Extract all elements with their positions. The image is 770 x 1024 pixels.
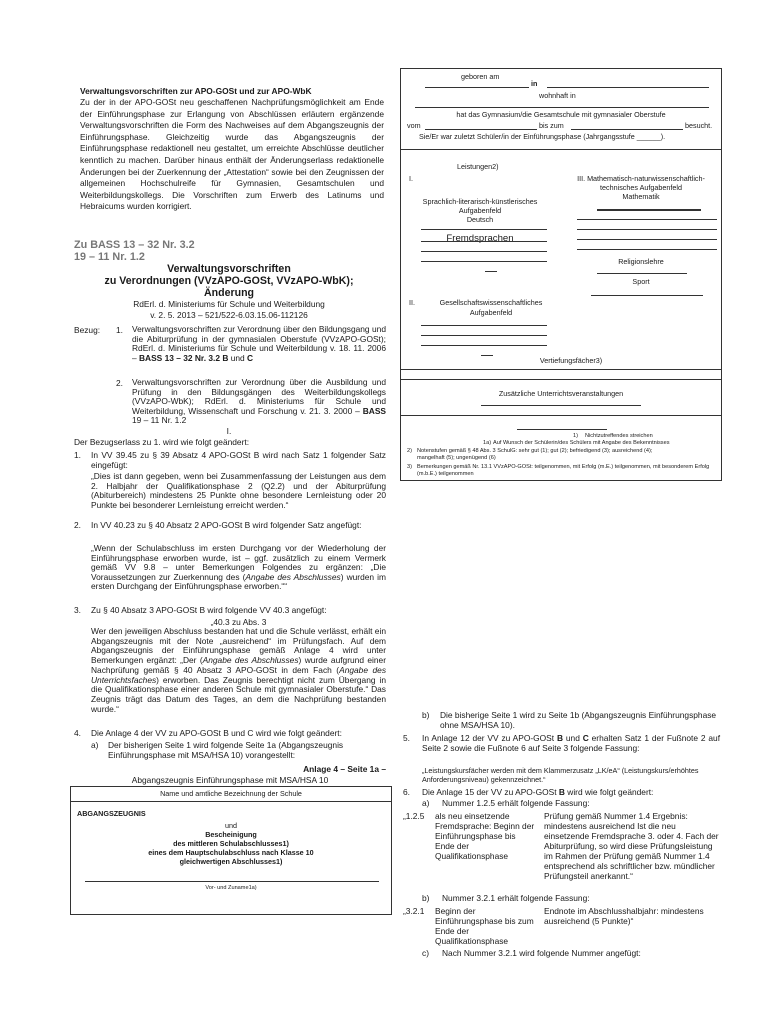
footnote-3-mark: 3) xyxy=(407,464,412,470)
math-grade-line xyxy=(597,209,701,211)
until-label: bis zum xyxy=(539,121,564,130)
item-6c-text: Nach Nummer 3.2.1 wird folgende Nummer angefügt: xyxy=(442,948,641,958)
form-line-equivalent: gleichwertigen Abschlusses1) xyxy=(179,857,283,866)
form-bescheinigung: Bescheinigung xyxy=(205,830,257,839)
intro-body: Zu der in der APO-GOSt neu geschaffenen Nachprüfungsmöglichkeit am Ende der Einführungsphase zur Erlangung von Abschlüssen erläutern ergänzende Verwaltungsvorschriften die Form des Nachweises auf dem Abgangszeugnis der Einführungsphase. Gleichzeitig wurde das Abgangszeugnis der Einführungsphase redaktionell neu gestaltet, um erreichte Abschlüsse deutlicher kenntlich zu machen. Darüber hinaus enthält der Änderungserlass redaktionelle Änderungen bei der Zuerkennung der „Attestation“ sowie bei den Zeugnissen der allgemeinen Hochschulreife für Gymnasien, Gesamtschulen und Weiterbildungskollegs. Die Vorschriften zum Erwerb des Latinums und Hebraicums wurden korrigiert. xyxy=(80,97,384,212)
footnote-rule xyxy=(517,429,607,430)
form-und: und xyxy=(225,821,237,830)
roman-numeral-1: I. xyxy=(226,426,232,436)
form-title: ABGANGSZEUGNIS xyxy=(77,809,146,818)
religion-grade-line xyxy=(597,273,687,274)
footnote-1: Nichtzutreffendes streichen xyxy=(585,433,653,439)
item-3-body: Wer den jeweiligen Abschluss bestanden hat und die Schule verlässt, erhält ein Abgangszeugnis mit der Note „ausreichend“ im Prüfungsfach. Auf dem Abgangszeugnis der Einführungsphase gemäß Anlage 4 wird unter Bemerkungen ergänzt: „Der (Angabe des Abschlusses) wurde aufgrund einer Nachprüfung gemäß § 40 Absatz 3 APO-GOSt in dem Fach (Angabe des Unterrichtsfaches) erworben. Das Zeugnis berechtigt nicht zum Übergang in die Qualifikationsphase einer anderen Schule mit gymnasialer Oberstufe.“ Das Zeugnis trägt das Datum des Tages, an dem die Nachprüfung bestanden wurde.“ xyxy=(91,626,387,714)
subject-foreign-languages: Fremdsprachen xyxy=(446,233,514,244)
grades-heading: Leistungen2) xyxy=(457,162,499,171)
name-field-label: Vor- und Zuname1a) xyxy=(205,885,257,891)
fl-line-short xyxy=(485,271,497,272)
field-1-title-2: Aufgabenfeld xyxy=(458,206,502,215)
footnote-2: Notenstufen gemäß § 48 Abs. 3 SchulG: sehr gut (1); gut (2); befriedigend (3); ausreichend (4); mangelhaft (5); ungenügend (6) xyxy=(417,448,653,461)
additional-line-2 xyxy=(401,415,721,416)
resident-label: wohnhaft in xyxy=(539,91,576,100)
rderl-line-2: v. 2. 5. 2013 – 521/522-6.03.15.06-112126 xyxy=(150,310,308,320)
bezug-1-text: Verwaltungsvorschriften zur Verordnung über den Bildungsgang und die Abiturprüfung in der gymnasialen Oberstufe (VVzAPO-GOSt); RdErl. d. Ministeriums für Schule und Weiterbildung v. 18. 11. 2006 – BASS 13 – 32 Nr. 3.2 B und C xyxy=(132,324,386,363)
field-2-numeral: II. xyxy=(409,298,415,307)
heading-line-3: Änderung xyxy=(203,287,255,299)
fl-line-2 xyxy=(421,251,547,252)
item-1-number: 1. xyxy=(74,450,81,460)
form-line-msa: des mittleren Schulabschlusses1) xyxy=(173,839,289,848)
item-4b-number: b) xyxy=(422,710,430,720)
bezug-1-number: 1. xyxy=(116,325,123,335)
subject-math: Mathematik xyxy=(622,192,660,201)
table-2-requirement: Endnote im Abschlusshalbjahr: mindestens ausreichend (5 Punkte)“ xyxy=(544,906,704,926)
item-4a-text: Der bisherigen Seite 1 wird folgende Seite 1a (Abgangszeugnis Einführungsphase mit MSA/HSA 10) vorangestellt: xyxy=(108,740,344,761)
subject-german: Deutsch xyxy=(466,215,494,224)
item-6c-number: c) xyxy=(422,948,429,958)
mint-line-2 xyxy=(577,229,717,230)
item-2-quote: „Wenn der Schulabschluss im ersten Durchgang vor der Wiederholung der Einführungsphase erworben wurde, ist – ggf. zusätzlich zu einem Vermerk gemäß VV 9.8 – unter Bemerkungen Folgendes zu ergänzen: „Die Voraussetzungen zur Zuerkennung des (Angabe des Abschlusses) wurden im ersten Durchgang der Einführungsphase erworben.““ xyxy=(91,543,386,592)
divider-1 xyxy=(401,149,721,150)
heading-line-1: Verwaltungsvorschriften xyxy=(167,263,291,275)
bezug-2-number: 2. xyxy=(116,378,123,388)
table-1-number: „1.2.5 xyxy=(403,811,425,821)
item-6a-number: a) xyxy=(422,798,430,808)
footnote-1a: Auf Wunsch der Schülerin/des Schülers mit Angabe des Bekenntnisses xyxy=(493,440,670,446)
mint-line-4 xyxy=(577,249,717,250)
additional-courses-label: Zusätzliche Unterrichtsveranstaltungen xyxy=(498,389,624,398)
item-1-text: In VV 39.45 zu § 39 Absatz 4 APO-GOSt B wird nach Satz 1 folgender Satz eingefügt: xyxy=(91,450,386,471)
field-3-title-1: III. Mathematisch-naturwissenschaftlich- xyxy=(577,174,705,183)
deepening-line-2 xyxy=(401,379,721,380)
table-1-requirement: Prüfung gemäß Nummer 1.4 Ergebnis: mindestens ausreichend Ist die neu einsetzende Fremdsprache 3. oder 4. Fach der Abiturprüfung, so wird diese Prüfungsleistung im Rahmen der Prüfung gemäß Nummer 1.4 entsprechend als schriftlicher bzw. mündlicher Prüfungsteil anerkannt.“ xyxy=(544,811,719,881)
item-6-text: Die Anlage 15 der VV zu APO-GOSt B wird wie folgt geändert: xyxy=(422,787,654,797)
sport-grade-line xyxy=(591,295,703,296)
item-6-number: 6. xyxy=(403,787,410,797)
social-line-2 xyxy=(421,335,547,336)
bass-reference-1: Zu BASS 13 – 32 Nr. 3.2 xyxy=(74,239,195,251)
last-grade-text: Sie/Er war zuletzt Schüler/in der Einführungsphase (Jahrgangsstufe ______). xyxy=(419,132,666,141)
subject-sport: Sport xyxy=(632,277,650,286)
item-6b-text: Nummer 3.2.1 erhält folgende Fassung: xyxy=(442,893,590,903)
table-1-condition: als neu einsetzende Fremdsprache: Beginn der Einführungsphase bis Ende der Qualifikationsphase xyxy=(435,811,535,861)
additional-line-1 xyxy=(481,405,641,406)
footnote-2-mark: 2) xyxy=(407,448,412,454)
item-3-text: Zu § 40 Absatz 3 APO-GOSt B wird folgende VV 40.3 angefügt: xyxy=(91,605,327,615)
table-2-number: „3.2.1 xyxy=(403,906,425,916)
item-4-number: 4. xyxy=(74,728,81,738)
certificate-form-front xyxy=(70,786,392,915)
item-5-quote: „Leistungskursfächer werden mit dem Klammerzusatz „LK/eA“ (Leistungskurs/erhöhtes Anforderungsniveau) gekennzeichnet.“ xyxy=(422,766,699,785)
from-label: vom xyxy=(407,121,421,130)
item-2-text: In VV 40.23 zu § 40 Absatz 2 APO-GOSt B wird folgender Satz angefügt: xyxy=(91,520,362,530)
table-2-condition: Beginn der Einführungsphase bis zum Ende der Qualifikationsphase xyxy=(435,906,534,946)
born-date-line xyxy=(425,87,529,88)
fl-line-3 xyxy=(421,261,547,262)
deepening-subjects-label: Vertiefungsfächer3) xyxy=(539,356,603,365)
social-line-1 xyxy=(421,325,547,326)
born-place-line xyxy=(547,87,709,88)
school-name-line xyxy=(71,801,391,802)
heading-line-2: zu Verordnungen (VVzAPO-GOSt, VVzAPO-WbK); xyxy=(104,275,354,287)
field-1-numeral: I. xyxy=(409,174,413,183)
item-4b-text: Die bisherige Seite 1 wird zu Seite 1b (Abgangszeugnis Einführungsphase ohne MSA/HSA 10). xyxy=(440,710,717,731)
school-attended-text: hat das Gymnasium/die Gesamtschule mit gymnasialer Oberstufe xyxy=(456,110,666,119)
anlage-label: Anlage 4 – Seite 1a – xyxy=(303,764,386,774)
item-6a-text: Nummer 1.2.5 erhält folgende Fassung: xyxy=(442,798,590,808)
item-5-number: 5. xyxy=(403,733,410,743)
rderl-line-1: RdErl. d. Ministeriums für Schule und Weiterbildung xyxy=(133,299,325,309)
item-5-text: In Anlage 12 der VV zu APO-GOSt B und C erhalten Satz 1 der Fußnote 2 auf Seite 2 sowie die Fußnote 6 auf Seite 3 folgende Fassung: xyxy=(422,733,721,754)
field-3-title-2: technisches Aufgabenfeld xyxy=(600,183,682,192)
subject-religion: Religionslehre xyxy=(618,257,664,266)
german-grade-line xyxy=(421,229,547,230)
mint-line-1 xyxy=(577,219,717,220)
item-2-number: 2. xyxy=(74,520,81,530)
item-4-text: Die Anlage 4 der VV zu APO-GOSt B und C wird wie folgt geändert: xyxy=(91,728,342,738)
bezug-label: Bezug: xyxy=(74,325,101,335)
footnote-1a-mark: 1a) xyxy=(483,440,492,446)
footnote-1-mark: 1) xyxy=(573,433,578,439)
field-2-title-1: Gesellschaftswissenschaftliches xyxy=(439,298,543,307)
attended-label: besucht. xyxy=(685,121,713,130)
field-2-title-2: Aufgabenfeld xyxy=(469,308,513,317)
certificate-form-back xyxy=(400,68,722,481)
fl-line-1 xyxy=(421,241,547,242)
item-4a-number: a) xyxy=(91,740,99,750)
item-3-number: 3. xyxy=(74,605,81,615)
anlage-title: Abgangszeugnis Einführungsphase mit MSA/HSA 10 xyxy=(131,775,329,785)
from-date-line xyxy=(425,129,537,130)
field-1-title-1: Sprachlich-literarisch-künstlerisches xyxy=(422,197,538,206)
address-line xyxy=(415,107,709,108)
item-1-quote: „Dies ist dann gegeben, wenn bei Zusammenfassung der Leistungen aus dem 2. Halbjahr der Qualifikationsphase 2 (Q2.2) und der Abiturprüfung (Abiturbereich) mindestens 25 Punkte ohne besondere Lernleistung oder 20 Punkte bei besonderer Lernleistung erreicht werden.“ xyxy=(91,471,386,510)
footnote-3: Bemerkungen gemäß Nr. 13.1 VVzAPO-GOSt: teilgenommen, mit Erfolg (m.E.) teilgenommen, mit besonderem Erfolg (m.b.E.) teilgenommen xyxy=(417,464,710,477)
bezug-2-text: Verwaltungsvorschriften zur Verordnung über die Ausbildung und Prüfung in den Bildungsgängen des Weiterbildungskollegs (VVzAPO-WbK); RdErl. d. Ministeriums für Schule und Weiterbildung, Wissenschaft und Forschung v. 21. 3. 2000 – BASS 19 – 11 Nr. 1.2 xyxy=(132,377,387,426)
change-intro: Der Bezugserlass zu 1. wird wie folgt geändert: xyxy=(74,437,250,447)
bass-reference-2: 19 – 11 Nr. 1.2 xyxy=(74,251,145,263)
until-date-line xyxy=(571,129,683,130)
deepening-line-1 xyxy=(401,369,721,370)
social-line-3 xyxy=(421,345,547,346)
born-label: geboren am xyxy=(461,72,500,81)
item-3-heading: „40.3 zu Abs. 3 xyxy=(210,617,267,627)
school-name-label: Name und amtliche Bezeichnung der Schule xyxy=(160,789,302,798)
name-field-line xyxy=(85,881,379,882)
item-6b-number: b) xyxy=(422,893,430,903)
born-in-label: in xyxy=(531,79,538,88)
form-line-hsa: eines dem Hauptschulabschluss nach Klasse 10 xyxy=(148,848,314,857)
intro-title: Verwaltungsvorschriften zur APO-GOSt und zur APO-WbK xyxy=(80,86,312,96)
mint-line-3 xyxy=(577,239,717,240)
